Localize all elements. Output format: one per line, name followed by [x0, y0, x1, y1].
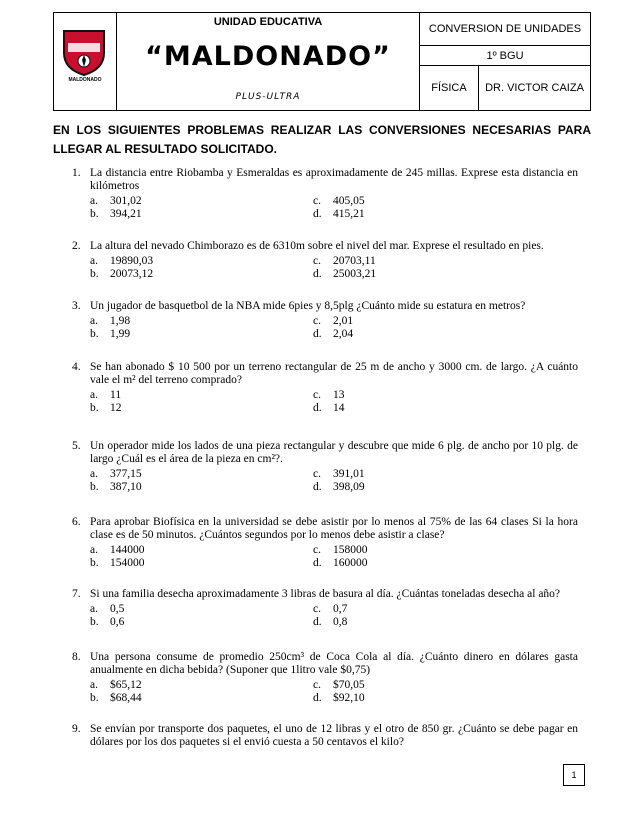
option-b — [90, 208, 313, 221]
logo-cell — [54, 13, 117, 111]
header-table — [53, 12, 591, 111]
option-a — [90, 679, 313, 692]
question-number: 8. — [72, 651, 81, 663]
question-text: Una persona consume de promedio 250cm³ de Coca Cola al día. ¿Cuánto dinero en dólares gasta anualmente en dicha bebida? (Suponer que 1litro vale $0,75) — [90, 651, 578, 676]
option-b — [90, 268, 313, 281]
option-letter: d. — [313, 328, 322, 340]
school-name-cell — [117, 13, 420, 111]
question-4 — [72, 361, 578, 415]
option-letter: c. — [313, 315, 321, 327]
option-letter: b. — [90, 616, 99, 628]
option-letter: a. — [90, 544, 98, 556]
question-number: 4. — [72, 361, 81, 373]
option-letter: d. — [313, 557, 322, 569]
option-letter: a. — [90, 315, 98, 327]
question-number: 1. — [72, 167, 81, 179]
question-number: 6. — [72, 516, 81, 528]
option-letter: d. — [313, 208, 322, 220]
option-c — [313, 679, 536, 692]
option-a — [90, 255, 313, 268]
question-6 — [72, 516, 578, 570]
option-value: 20073,12 — [110, 268, 154, 280]
option-value: 158000 — [333, 544, 368, 556]
option-letter: c. — [313, 468, 321, 480]
option-letter: c. — [313, 255, 321, 267]
option-c — [313, 389, 536, 402]
option-c — [313, 603, 536, 616]
option-letter: b. — [90, 328, 99, 340]
option-letter: a. — [90, 195, 98, 207]
option-value: 13 — [333, 389, 345, 401]
option-letter: d. — [313, 268, 322, 280]
school-name: “MALDONADO” — [145, 41, 391, 72]
option-letter: a. — [90, 468, 98, 480]
option-d — [313, 208, 536, 221]
option-value: 2,04 — [333, 328, 354, 340]
option-value: 154000 — [110, 557, 145, 569]
option-value: 394,21 — [110, 208, 142, 220]
option-value: 301,02 — [110, 195, 142, 207]
option-value: 1,98 — [110, 315, 131, 327]
answer-options — [90, 603, 578, 629]
question-number: 5. — [72, 440, 81, 452]
option-letter: a. — [90, 603, 98, 615]
option-value: 377,15 — [110, 468, 142, 480]
question-number: 2. — [72, 240, 81, 252]
option-c — [313, 544, 536, 557]
option-value: 144000 — [110, 544, 145, 556]
option-b — [90, 328, 313, 341]
option-d — [313, 328, 536, 341]
option-value: $92,10 — [333, 692, 365, 704]
option-c — [313, 255, 536, 268]
option-a — [90, 315, 313, 328]
option-value: 14 — [333, 402, 345, 414]
question-2 — [72, 240, 578, 281]
option-value: $68,44 — [110, 692, 142, 704]
option-a — [90, 544, 313, 557]
option-value: 160000 — [333, 557, 368, 569]
option-b — [90, 692, 313, 705]
option-value: 20703,11 — [333, 255, 376, 267]
option-letter: c. — [313, 603, 321, 615]
option-letter: b. — [90, 481, 99, 493]
option-letter: b. — [90, 268, 99, 280]
option-letter: a. — [90, 679, 98, 691]
option-d — [313, 616, 536, 629]
option-value: 0,6 — [110, 616, 125, 628]
option-letter: b. — [90, 557, 99, 569]
page-number: 1 — [563, 764, 585, 786]
option-letter: c. — [313, 389, 321, 401]
option-letter: b. — [90, 692, 99, 704]
option-letter: d. — [313, 616, 322, 628]
question-number: 3. — [72, 300, 81, 312]
question-text: Un jugador de basquetbol de la NBA mide 6pies y 8,5plg ¿Cuánto mide su estatura en metros? — [90, 300, 526, 312]
question-text: Se envían por transporte dos paquetes, el uno de 12 libras y el otro de 850 gr. ¿Cuánto se debe pagar en dólares por los dos paquetes si el envió cuesta a 50 centavos el kilo? — [90, 723, 578, 748]
answer-options — [90, 468, 578, 494]
question-text: Para aprobar Biofísica en la universidad se debe asistir por lo menos al 75% de las 64 clases Si la hora clase es de 50 minutos. ¿Cuántos segundos por lo menos debe asistir a clase? — [90, 516, 578, 541]
option-value: 405,05 — [333, 195, 365, 207]
option-value: 387,10 — [110, 481, 142, 493]
question-text: Un operador mide los lados de una pieza rectangular y descubre que mide 6 plg. de ancho por 10 plg. de largo ¿Cuál es el área de la pieza en cm²?. — [90, 440, 578, 465]
question-7 — [72, 588, 578, 629]
subject-label: FÍSICA — [420, 66, 479, 111]
option-value: 391,01 — [333, 468, 365, 480]
option-value: 2,01 — [333, 315, 354, 327]
answer-options — [90, 544, 578, 570]
school-type: UNIDAD EDUCATIVA — [213, 16, 323, 28]
option-d — [313, 268, 536, 281]
option-letter: c. — [313, 195, 321, 207]
question-text: La altura del nevado Chimborazo es de 6310m sobre el nivel del mar. Exprese el resultado en pies. — [90, 240, 544, 252]
instructions: EN LOS SIGUIENTES PROBLEMAS REALIZAR LAS CONVERSIONES NECESARIAS PARA LLEGAR AL RESULTADO SOLICITADO. — [53, 123, 591, 156]
school-crest-icon — [60, 27, 108, 77]
grade-label: 1º BGU — [420, 46, 591, 66]
option-value: 0,5 — [110, 603, 125, 615]
answer-options — [90, 255, 578, 281]
question-text: Se han abonado $ 10 500 por un terreno rectangular de 25 m de ancho y 3000 cm. de largo. ¿A cuánto vale el m² del terreno comprado? — [90, 361, 578, 386]
question-9 — [72, 723, 578, 749]
logo-label: MALDONADO — [68, 77, 102, 83]
option-a — [90, 468, 313, 481]
teacher-label: DR. VICTOR CAIZA — [479, 66, 591, 111]
option-letter: d. — [313, 481, 322, 493]
subject-title: CONVERSION DE UNIDADES — [420, 13, 591, 46]
option-a — [90, 195, 313, 208]
option-value: 12 — [110, 402, 122, 414]
question-3 — [72, 300, 578, 341]
question-text: La distancia entre Riobamba y Esmeraldas es aproximadamente de 245 millas. Exprese esta distancia en kilómetros — [90, 167, 578, 192]
option-c — [313, 195, 536, 208]
option-c — [313, 315, 536, 328]
option-b — [90, 481, 313, 494]
question-8 — [72, 651, 578, 705]
option-letter: b. — [90, 208, 99, 220]
option-letter: a. — [90, 389, 98, 401]
option-d — [313, 481, 536, 494]
option-a — [90, 603, 313, 616]
option-value: 0,7 — [333, 603, 348, 615]
option-b — [90, 616, 313, 629]
option-a — [90, 389, 313, 402]
option-letter: a. — [90, 255, 98, 267]
question-5 — [72, 440, 578, 494]
option-b — [90, 402, 313, 415]
option-c — [313, 468, 536, 481]
option-value: 398,09 — [333, 481, 365, 493]
option-letter: b. — [90, 402, 99, 414]
option-d — [313, 692, 536, 705]
answer-options — [90, 679, 578, 705]
answer-options — [90, 389, 578, 415]
option-value: 415,21 — [333, 208, 365, 220]
option-b — [90, 557, 313, 570]
option-value: 0,8 — [333, 616, 348, 628]
option-letter: d. — [313, 692, 322, 704]
question-1 — [72, 167, 578, 221]
answer-options — [90, 195, 578, 221]
option-value: $65,12 — [110, 679, 142, 691]
option-value: 11 — [110, 389, 122, 401]
option-value: 25003,21 — [333, 268, 377, 280]
option-value: 1,99 — [110, 328, 131, 340]
school-motto: PLUS-ULTRA — [235, 92, 301, 102]
question-text: Si una familia desecha aproximadamente 3 libras de basura al día. ¿Cuántas toneladas desecha al año? — [90, 588, 561, 600]
answer-options — [90, 315, 578, 341]
option-value: $70,05 — [333, 679, 365, 691]
question-number: 7. — [72, 588, 81, 600]
option-letter: c. — [313, 544, 321, 556]
option-value: 19890,03 — [110, 255, 154, 267]
option-letter: d. — [313, 402, 322, 414]
question-number: 9. — [72, 723, 81, 735]
option-d — [313, 402, 536, 415]
option-d — [313, 557, 536, 570]
option-letter: c. — [313, 679, 321, 691]
